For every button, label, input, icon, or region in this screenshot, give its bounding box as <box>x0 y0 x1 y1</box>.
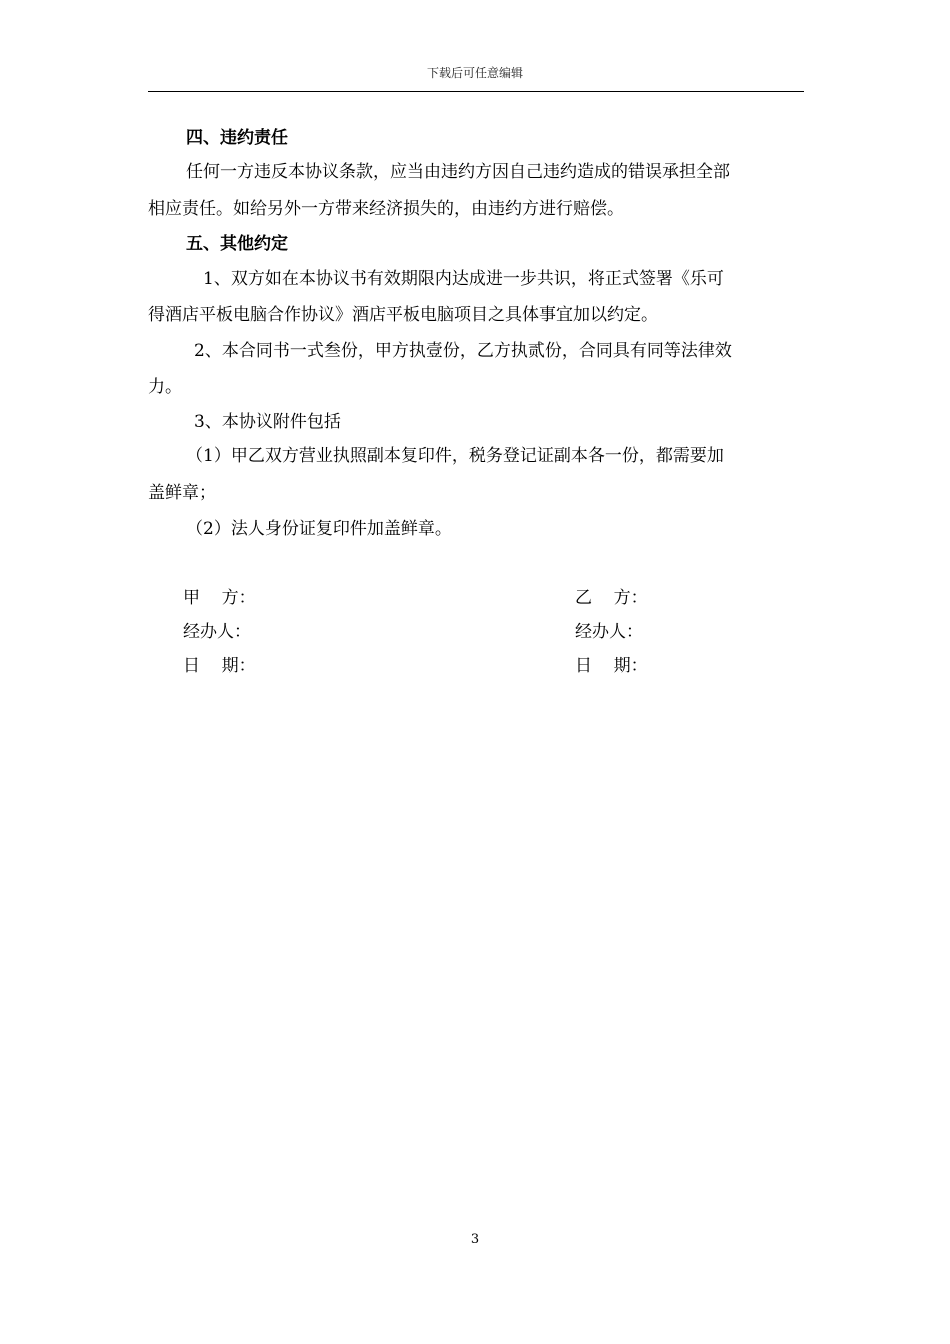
clause-3-line: 3、本协议附件包括 <box>194 412 341 432</box>
page-header-note: 下载后可任意编辑 <box>426 66 523 80</box>
signature-party-b-label: 乙 方： <box>575 588 648 608</box>
signature-party-a-agent: 经办人： <box>183 622 251 642</box>
page-number: 3 <box>470 1232 480 1247</box>
attachment-2-line: （2）法人身份证复印件加盖鲜章。 <box>186 519 452 539</box>
header-rule <box>148 91 804 92</box>
clause-1-line-2: 得酒店平板电脑合作协议》酒店平板电脑项目之具体事宜加以约定。 <box>148 305 658 325</box>
signature-party-a-date: 日 期： <box>183 656 256 676</box>
clause-1-line-1: 1、双方如在本协议书有效期限内达成进一步共识，将正式签署《乐可 <box>203 269 724 289</box>
signature-party-b-agent: 经办人： <box>575 622 643 642</box>
attachment-1-line-1: （1）甲乙双方营业执照副本复印件，税务登记证副本各一份，都需要加 <box>186 446 724 466</box>
section-heading-other: 五、其他约定 <box>186 234 288 254</box>
signature-party-b-date: 日 期： <box>575 656 648 676</box>
breach-paragraph-line-1: 任何一方违反本协议条款，应当由违约方因自己违约造成的错误承担全部 <box>186 162 730 182</box>
clause-2-line-1: 2、本合同书一式叁份，甲方执壹份，乙方执贰份，合同具有同等法律效 <box>194 341 732 361</box>
breach-paragraph-line-2: 相应责任。如给另外一方带来经济损失的，由违约方进行赔偿。 <box>148 199 624 219</box>
clause-2-line-2: 力。 <box>148 377 182 397</box>
signature-party-a-label: 甲 方： <box>183 588 256 608</box>
attachment-1-line-2: 盖鲜章； <box>148 483 216 503</box>
section-heading-breach: 四、违约责任 <box>186 128 288 148</box>
